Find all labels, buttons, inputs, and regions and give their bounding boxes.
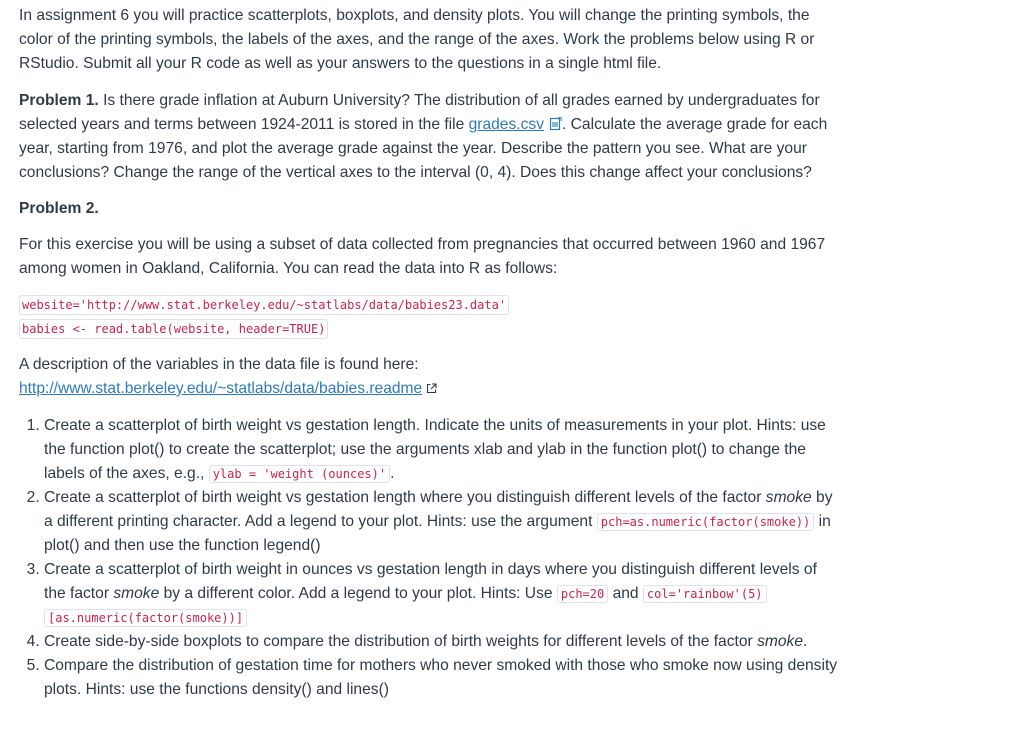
grades-csv-link[interactable]: grades.csv [468,116,544,133]
item-3-code-col: col='rainbow'(5) [643,585,767,603]
problem-1-label: Problem 1. [19,92,99,109]
item-1-text: Create a scatterplot of birth weight vs gestation length. Indicate the units of measurements in your plot. Hints: use the function plot() to create the scatterplot; use the arguments xlab and ylab in the function plot() to change the labels of the axes, e.g., [44,417,826,482]
item-3-emphasis: smoke [113,585,160,602]
problem-2-label: Problem 2. [19,200,99,217]
item-2-code: pch=as.numeric(factor(smoke)) [597,513,815,531]
list-item [44,558,839,630]
file-preview-icon[interactable] [549,117,562,131]
item-2-emphasis: smoke [765,489,812,506]
list-item [44,630,839,654]
item-1-code: ylab = 'weight (ounces)' [209,465,390,483]
description-paragraph [19,353,839,401]
item-2-text-c: in plot() and then use the function legend() [44,513,831,554]
intro-paragraph: In assignment 6 you will practice scatterplots, boxplots, and density plots. You will change the printing symbols, the color of the printing symbols, the labels of the axes, and the range of the axes. Work the problems below using R or RStudio. Submit all your R code as well as your answers to the questions in a single html file. [19,7,815,72]
assignment-content [19,4,839,702]
item-4-emphasis: smoke [757,633,803,650]
problem-1-paragraph [19,89,839,185]
item-3-text: Create a scatterplot of birth weight in ounces vs gestation length in days where you distinguish different levels of the factor [44,561,817,602]
item-4-end: . [803,633,808,650]
problem-2-intro: For this exercise you will be using a subset of data collected from pregnancies that occurred between 1960 and 1967 among women in Oakland, California. You can read the data into R as follows: [19,236,826,277]
task-list [19,414,839,702]
item-5-text: Compare the distribution of gestation time for mothers who never smoked with those who smoke now using density plots. Hints: use the functions density() and lines() [44,657,838,698]
problem-1-text-a: Is there grade inflation at Auburn University? The distribution of all grades earned by undergraduates for selected years and terms between 1924-2011 is stored in the file [19,92,820,133]
item-3-and: and [608,585,643,602]
item-4-text: Create side-by-side boxplots to compare the distribution of birth weights for different levels of the factor [44,633,758,650]
external-link-icon[interactable] [426,383,437,394]
item-3-text-b: by a different color. Add a legend to your plot. Hints: Use [159,585,557,602]
list-item [44,486,839,558]
item-3-code-pch: pch=20 [557,585,608,603]
code-line-read-table: babies <- read.table(website, header=TRUE) [19,319,328,339]
problem-2-heading [19,197,839,221]
item-2-text-b: by a different printing character. Add a legend to your plot. Hints: use the argument [44,489,833,530]
problem-1-text-b: . Calculate the average grade for each year, starting from 1976, and plot the average grade against the year. Describe the pattern you see. What are your conclusions? Change the range of the vertical axes to the interval (0, 4). Does this change affect your conclusions? [19,116,828,181]
code-line-website: website='http://www.stat.berkeley.edu/~statlabs/data/babies23.data' [19,295,509,315]
item-3-code-index: [as.numeric(factor(smoke))] [44,609,247,627]
code-block [19,293,839,341]
item-1-end: . [390,465,395,482]
list-item [44,414,839,486]
list-item [44,654,839,702]
babies-readme-link[interactable]: http://www.stat.berkeley.edu/~statlabs/data/babies.readme [19,380,423,397]
item-2-text: Create a scatterplot of birth weight vs gestation length where you distinguish different levels of the factor [44,489,766,506]
description-text: A description of the variables in the data file is found here: [19,356,419,373]
